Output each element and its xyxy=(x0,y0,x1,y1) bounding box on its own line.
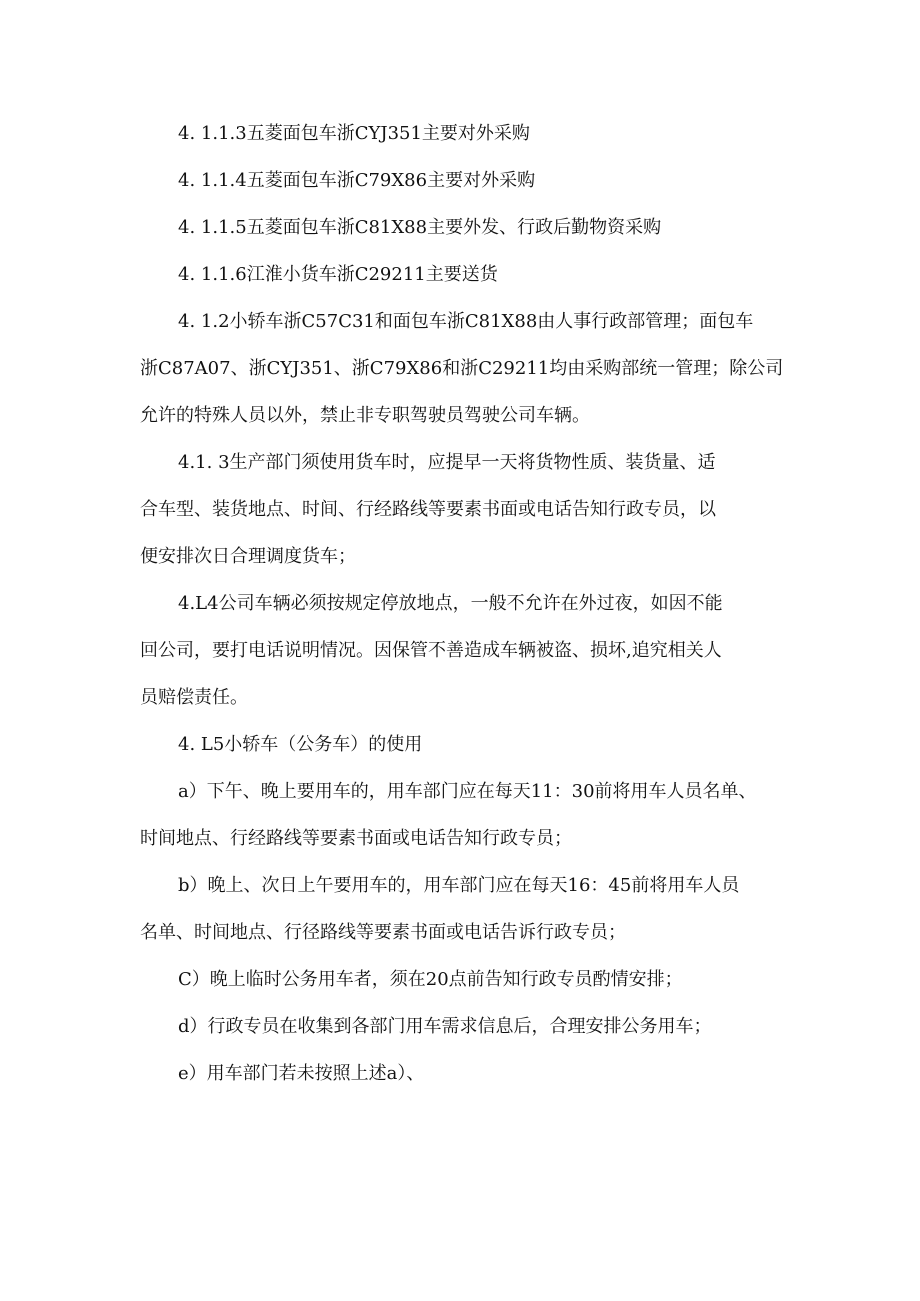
clause-4-1-5-heading: 4. L5小轿车（公务车）的使用 xyxy=(178,734,423,755)
clause-4-1-2-line-2: 浙C87A07、浙CYJ351、浙C79X86和浙C29211均由采购部统一管理；除公司 xyxy=(140,358,784,379)
item-a-line-2: 时间地点、行经路线等要素书面或电话告知行政专员； xyxy=(140,828,572,849)
document-body xyxy=(140,110,782,1097)
item-b-line-1: b）晚上、次日上午要用车的，用车部门应在每天16：45前将用车人员 xyxy=(178,875,740,896)
clause-4-1-2-line-3: 允许的特殊人员以外，禁止非专职驾驶员驾驶公司车辆。 xyxy=(140,405,590,426)
clause-4-1-3-line-1: 4.1. 3生产部门须使用货车时，应提早一天将货物性质、装货量、适 xyxy=(178,452,716,473)
clause-4-1-1-4: 4. 1.1.4五菱面包车浙C79X86主要对外采购 xyxy=(178,170,536,191)
clause-4-1-3-line-3: 便安排次日合理调度货车； xyxy=(140,546,356,567)
clause-4-1-4-line-3: 员赔偿责任。 xyxy=(140,687,248,708)
clause-4-1-4-line-1: 4.L4公司车辆必须按规定停放地点，一般不允许在外过夜，如因不能 xyxy=(178,593,723,614)
item-e: e）用车部门若未按照上述a）、 xyxy=(178,1063,425,1084)
item-c: C）晚上临时公务用车者，须在20点前告知行政专员酌情安排； xyxy=(178,969,683,990)
item-a-line-1: a）下午、晚上要用车的，用车部门应在每天11：30前将用车人员名单、 xyxy=(178,781,757,802)
clause-4-1-1-6: 4. 1.1.6江淮小货车浙C29211主要送货 xyxy=(178,264,498,285)
item-b-line-2: 名单、时间地点、行径路线等要素书面或电话告诉行政专员； xyxy=(140,922,626,943)
clause-4-1-3-line-2: 合车型、装货地点、时间、行经路线等要素书面或电话告知行政专员，以 xyxy=(140,499,716,520)
clause-4-1-4-line-2: 回公司，要打电话说明情况。因保管不善造成车辆被盗、损坏,追究相关人 xyxy=(140,640,722,661)
clause-4-1-1-5: 4. 1.1.5五菱面包车浙C81X88主要外发、行政后勤物资采购 xyxy=(178,217,662,238)
item-d: d）行政专员在收集到各部门用车需求信息后，合理安排公务用车； xyxy=(178,1016,712,1037)
clause-4-1-2-line-1: 4. 1.2小轿车浙C57C31和面包车浙C81X88由人事行政部管理；面包车 xyxy=(178,311,754,332)
clause-4-1-1-3: 4. 1.1.3五菱面包车浙CYJ351主要对外采购 xyxy=(178,123,530,144)
